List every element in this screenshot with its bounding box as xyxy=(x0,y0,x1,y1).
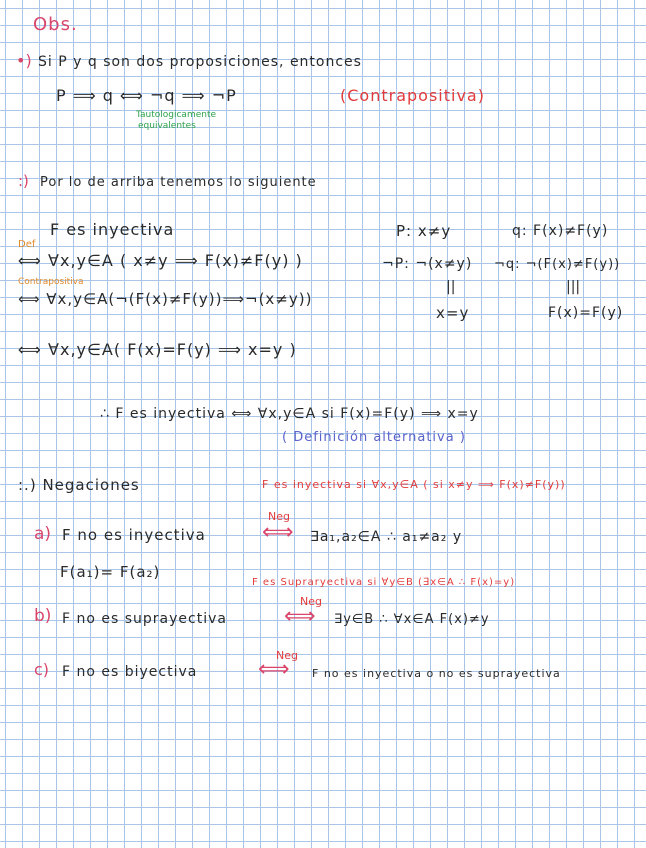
taut-label-1: Tautologicamente xyxy=(136,110,217,120)
equiv-arrow-icon: ⟺ xyxy=(258,657,290,682)
neg-label-c: Neg xyxy=(276,649,298,662)
negations-title: :.) Negaciones xyxy=(18,476,140,494)
item-b-left: F no es suprayectiva xyxy=(62,611,227,627)
q-definition: q: F(x)≠F(y) xyxy=(512,223,609,239)
p-definition: P: x≠y xyxy=(396,222,452,240)
inyectiva-definition-red: F es inyectiva si ∀x,y∈A ( si x≠y ⟹ F(x)≠F(y)) xyxy=(262,478,566,491)
obs-contrapositiva-label: (Contrapositiva) xyxy=(340,86,485,105)
item-a-line2: F(a₁)= F(a₂) xyxy=(60,563,161,581)
item-a-left: F no es inyectiva xyxy=(62,526,206,544)
item-c-label: c) xyxy=(34,660,50,679)
bullet-1: •) xyxy=(16,51,32,70)
def-label: Def xyxy=(18,239,36,250)
neg-label-b: Neg xyxy=(300,595,322,608)
equals-p: || xyxy=(446,279,456,295)
alternative-definition: ( Definición alternativa ) xyxy=(282,430,466,445)
item-c-left: F no es biyectiva xyxy=(62,664,198,680)
taut-label-2: equivalentes xyxy=(138,121,196,131)
f-inyectiva-statement: F es inyectiva xyxy=(50,220,175,239)
fx-equals-fy: F(x)=F(y) xyxy=(548,305,624,321)
not-q: ¬q: ¬(F(x)≠F(y)) xyxy=(494,257,621,272)
suprayectiva-definition-red: F es Supraryectiva si ∀y∈B (∃x∈A ∴ F(x)=y) xyxy=(252,577,516,588)
conclusion-statement: ∴ F es inyectiva ⟺ ∀x,y∈A si F(x)=F(y) ⟹ x=y xyxy=(100,406,479,422)
not-p: ¬P: ¬(x≠y) xyxy=(382,256,473,272)
x-equals-y: x=y xyxy=(436,304,470,322)
item-c-right: F no es inyectiva o no es suprayectiva xyxy=(312,667,561,680)
section2-intro: Por lo de arriba tenemos lo siguiente xyxy=(40,175,317,190)
item-a-label: a) xyxy=(34,524,52,544)
obs-line1: Si P y q son dos proposiciones, entonces xyxy=(38,54,362,70)
equiv-arrow-icon: ⟺ xyxy=(262,520,294,545)
bullet-2: :) xyxy=(18,172,29,190)
neg-label-a: Neg xyxy=(268,510,290,523)
line-definition: ⟺ ∀x,y∈A ( x≠y ⟹ F(x)≠F(y) ) xyxy=(18,251,303,270)
contrapositiva-small-label: Contrapositiva xyxy=(18,277,84,287)
obs-title: Obs. xyxy=(33,14,78,35)
item-b-label: b) xyxy=(34,606,52,626)
equals-q: ||| xyxy=(566,279,581,295)
line-contrapositive: ⟺ ∀x,y∈A(¬(F(x)≠F(y))⟹¬(x≠y)) xyxy=(18,290,313,308)
equiv-arrow-icon: ⟺ xyxy=(284,604,316,629)
obs-equivalence: P ⟹ q ⟺ ¬q ⟹ ¬P xyxy=(56,86,237,105)
item-b-right: ∃y∈B ∴ ∀x∈A F(x)≠y xyxy=(334,612,490,627)
item-a-right: ∃a₁,a₂∈A ∴ a₁≠a₂ y xyxy=(310,529,463,545)
line-final-form: ⟺ ∀x,y∈A( F(x)=F(y) ⟹ x=y ) xyxy=(18,340,297,359)
